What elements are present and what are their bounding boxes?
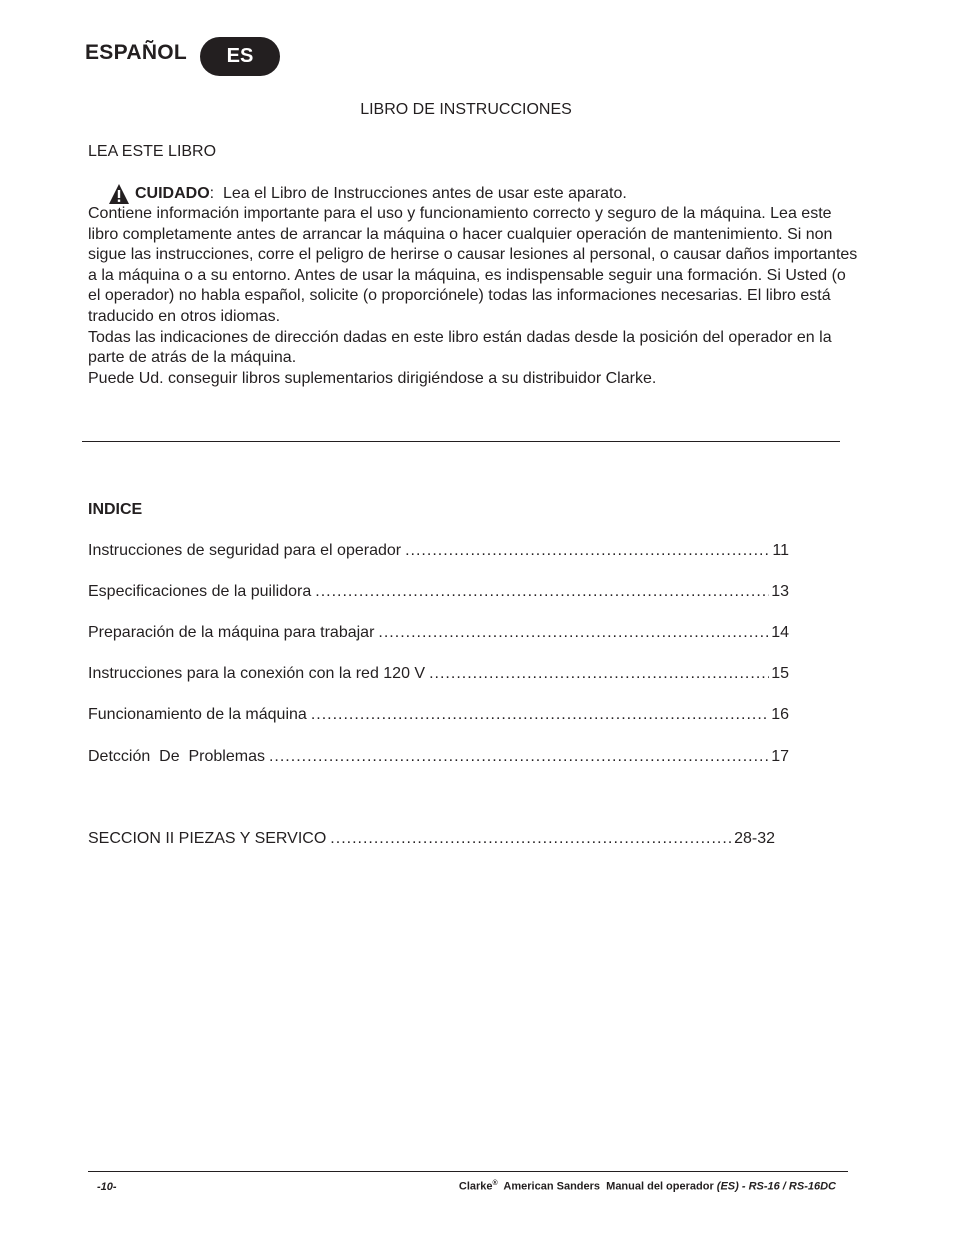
intro-body bbox=[88, 204, 858, 389]
document-heading: LIBRO DE INSTRUCCIONES bbox=[360, 101, 572, 118]
footer-divider bbox=[88, 1171, 848, 1172]
toc-leader-dots bbox=[269, 748, 769, 766]
read-this-book-title: LEA ESTE LIBRO bbox=[88, 143, 217, 160]
toc-entry-page: 17 bbox=[771, 748, 789, 765]
toc-entry-page: 15 bbox=[771, 665, 789, 682]
footer-company: American Sanders bbox=[503, 1180, 601, 1193]
toc-section-entry[interactable] bbox=[88, 830, 775, 850]
language-label: ESPAÑOL bbox=[85, 41, 188, 64]
toc-section-page: 28-32 bbox=[734, 830, 775, 847]
toc-entry[interactable] bbox=[88, 624, 789, 644]
toc-leader-dots bbox=[405, 542, 770, 560]
footer-page-number: -10- bbox=[97, 1181, 117, 1193]
footer-brand: Clarke bbox=[458, 1180, 493, 1193]
footer-manual: Manual del operador bbox=[606, 1180, 714, 1193]
section-divider bbox=[82, 441, 840, 442]
toc-entry-label: Preparación de la máquina para trabajar bbox=[88, 624, 375, 641]
registered-mark: ® bbox=[492, 1180, 498, 1187]
toc-leader-dots bbox=[315, 583, 769, 601]
toc-entry[interactable] bbox=[88, 542, 789, 562]
toc-entry-label: Instrucciones para la conexión con la red 120 V bbox=[88, 665, 426, 682]
toc-section-label: SECCION II PIEZAS Y SERVICO bbox=[88, 830, 327, 847]
toc-entry-page: 14 bbox=[771, 624, 789, 641]
toc-leader-dots bbox=[429, 665, 769, 683]
warning-triangle-icon bbox=[108, 183, 130, 205]
toc-entry-label: Funcionamiento de la máquina bbox=[88, 706, 307, 723]
toc-entry[interactable] bbox=[88, 706, 789, 726]
toc-entry-label: Detcción De Problemas bbox=[88, 748, 265, 765]
footer-manual-title bbox=[459, 1180, 836, 1193]
footer-edition: (ES) - RS-16 / RS-16DC bbox=[716, 1180, 836, 1193]
toc-entry-page: 11 bbox=[772, 542, 789, 559]
toc-entry[interactable] bbox=[88, 665, 789, 685]
caution-text: : Lea el Libro de Instrucciones antes de usar este aparato. bbox=[209, 185, 627, 202]
toc-entry[interactable] bbox=[88, 748, 789, 768]
language-badge: ES bbox=[200, 37, 280, 76]
toc-leader-dots bbox=[378, 624, 769, 642]
toc-entry-label: Instrucciones de seguridad para el operador bbox=[88, 542, 402, 559]
intro-paragraph: Todas las indicaciones de dirección dadas en este libro están dadas desde la posición del operador en la parte de atrás de la máquina. bbox=[88, 328, 832, 367]
toc-entry-label: Especificaciones de la puilidora bbox=[88, 583, 312, 600]
intro-paragraph: Contiene información importante para el uso y funcionamiento correcto y seguro de la máquina. Lea este libro completamente antes de arrancar la máquina o hacer cualquier operación de mantenimiento. Si non sigue las instrucciones, corre el peligro de herirse o causar lesiones al personal, o causar daños importantes a la máquina o a su entorno. Antes de usar la máquina, es indispensable seguir una formación. Si Usted (o el operador) no habla español, solicite (o proporciónele) todas las informaciones necesarias. El libro está traducido en otros idiomas. bbox=[88, 205, 858, 325]
caution-line bbox=[108, 183, 627, 205]
caution-label: CUIDADO bbox=[135, 185, 210, 202]
toc-entry-page: 13 bbox=[771, 583, 789, 600]
toc-entry[interactable] bbox=[88, 583, 789, 603]
intro-paragraph: Puede Ud. conseguir libros suplementarios dirigiéndose a su distribuidor Clarke. bbox=[88, 369, 657, 387]
toc-title: INDICE bbox=[88, 501, 143, 518]
toc-leader-dots bbox=[311, 706, 769, 724]
toc-leader-dots bbox=[330, 830, 732, 848]
toc-entry-page: 16 bbox=[771, 706, 789, 723]
